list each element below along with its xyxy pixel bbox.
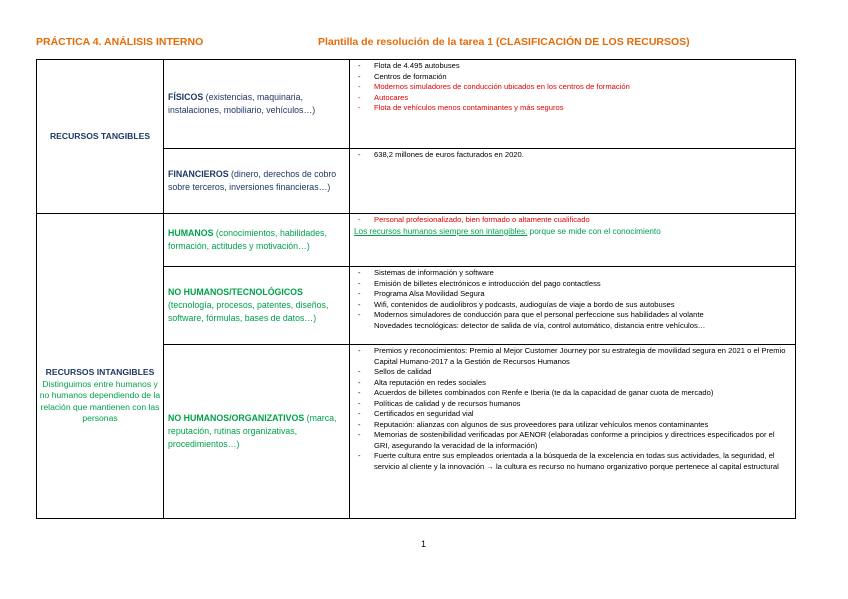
organizativos-desc: (marca, reputación, rutinas organizativas, procedimientos…) — [168, 413, 337, 449]
row-fisicos — [37, 60, 796, 149]
list-item: - 638,2 millones de euros facturados en 2020. — [354, 150, 791, 161]
organizativos-items-cell — [350, 345, 796, 519]
tangibles-cell — [37, 60, 164, 214]
intangibles-title: RECURSOS INTANGIBLES — [45, 367, 155, 378]
list-item: - Modernos simuladores de conducción para que el personal perfeccione sus habilidades al volante — [354, 310, 791, 321]
list-item: - Emisión de billetes electrónicos e introducción del pago contactless — [354, 279, 791, 290]
fisicos-category — [164, 60, 350, 149]
financieros-items-cell — [350, 149, 796, 214]
fisicos-name: FÍSICOS — [168, 92, 204, 102]
tangibles-title: RECURSOS TANGIBLES — [49, 130, 151, 141]
resources-table — [36, 59, 796, 519]
template-title: Plantilla de resolución de la tarea 1 (CLASIFICACIÓN DE LOS RECURSOS) — [318, 36, 690, 48]
fisicos-items-cell — [350, 60, 796, 149]
tecnologicos-name: NO HUMANOS/TECNOLÓGICOS — [168, 287, 303, 297]
humanos-category — [164, 214, 350, 267]
list-item: - Sistemas de información y software — [354, 268, 791, 279]
list-item: - Acuerdos de billetes combinados con Renfe e Iberia (te da la capacidad de ganar cuota de mercado) — [354, 388, 791, 399]
list-item: - Reputación: alianzas con algunos de sus proveedores para utilizar vehículos menos contaminantes — [354, 420, 791, 431]
tecnologicos-items-cell — [350, 267, 796, 345]
list-item: - Flota de 4.495 autobuses — [354, 61, 791, 72]
humanos-note-underlined: Los recursos humanos siempre son intangibles: — [354, 226, 528, 236]
humanos-items-cell — [350, 214, 796, 267]
list-item: - Premios y reconocimientos: Premio al Mejor Customer Journey por su estrategia de movilidad segura en 2021 o el Premio Capital Humano-2017 a la Gestión de Recursos Humanos — [354, 346, 791, 367]
tecnologicos-category — [164, 267, 350, 345]
page-number: 1 — [421, 539, 427, 549]
organizativos-category — [164, 345, 350, 519]
organizativos-name: NO HUMANOS/ORGANIZATIVOS — [168, 413, 305, 423]
tecnologicos-desc: (tecnología, procesos, patentes, diseños, software, fórmulas, bases de datos…) — [168, 300, 329, 323]
list-item: - Personal profesionalizado, bien formado o altamente cualificado — [354, 215, 791, 226]
intangibles-cell — [37, 214, 164, 519]
financieros-desc: (dinero, derechos de cobro sobre terceros, inversiones financieras…) — [168, 169, 337, 192]
row-humanos — [37, 214, 796, 267]
list-item: - Wifi, contenidos de audiolibros y podcasts, audioguías de viaje a bordo de sus autobuses — [354, 300, 791, 311]
intangibles-subtitle: Distinguimos entre humanos y no humanos dependiendo de la relación que mantienen con las personas — [39, 378, 161, 424]
list-item: - Flota de vehículos menos contaminantes y más seguros — [354, 103, 791, 114]
list-item: - Sellos de calidad — [354, 367, 791, 378]
humanos-desc: (conocimientos, habilidades, formación, actitudes y motivación…) — [168, 228, 327, 251]
list-item: - Programa Alsa Movilidad Segura — [354, 289, 791, 300]
humanos-note-rest: porque se mide con el conocimiento — [527, 226, 661, 236]
practice-title: PRÁCTICA 4. ANÁLISIS INTERNO — [36, 36, 204, 48]
financieros-name: FINANCIEROS — [168, 169, 229, 179]
list-item: - Autocares — [354, 93, 791, 104]
tecnologicos-extra: Novedades tecnológicas: detector de salida de vía, control automático, distancia entre vehículos… — [374, 320, 706, 330]
financieros-category — [164, 149, 350, 214]
list-item: - Centros de formación — [354, 72, 791, 83]
list-item: - Memorias de sostenibilidad verificadas por AENOR (elaboradas conforme a principios y directrices especificados por el GRI, asegurando la veracidad de la información) — [354, 430, 791, 451]
list-item: - Modernos simuladores de conducción ubicados en los centros de formación — [354, 82, 791, 93]
list-item: - Certificados en seguridad vial — [354, 409, 791, 420]
list-item: - Fuerte cultura entre sus empleados orientada a la búsqueda de la excelencia en todas sus actividades, la seguridad, el servicio al cliente y la innovación → la cultura es recurso no humano organizativo porque pertenece al capital estructural — [354, 451, 791, 472]
humanos-note — [354, 226, 791, 238]
list-item: - Alta reputación en redes sociales — [354, 378, 791, 389]
list-item: - Políticas de calidad y de recursos humanos — [354, 399, 791, 410]
humanos-name: HUMANOS — [168, 228, 214, 238]
fisicos-desc: (existencias, maquinaria, instalaciones, mobiliario, vehículos…) — [168, 92, 316, 115]
